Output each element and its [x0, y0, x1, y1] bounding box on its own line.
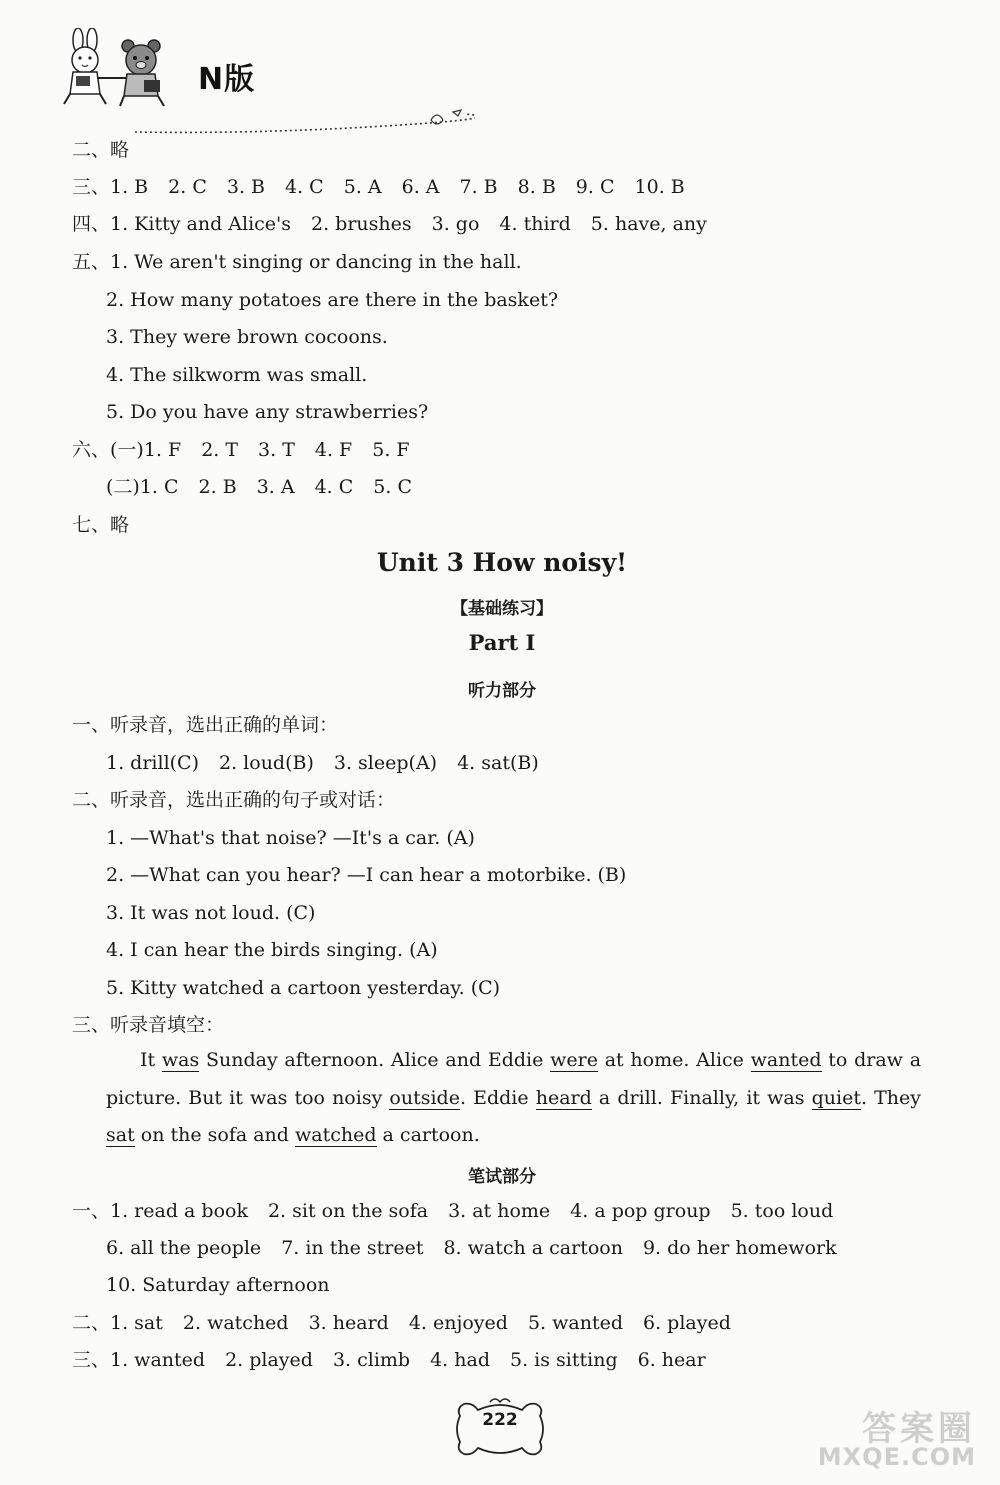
answer-item: 1. We aren't singing or dancing in the hall.: [110, 251, 522, 273]
answer-item: 6. hear: [637, 1349, 706, 1371]
mascots-illustration: [40, 28, 190, 108]
answer-item: 5. F: [372, 439, 410, 461]
answer-item: 2. B: [198, 476, 237, 498]
answer-item: 2. C: [168, 176, 207, 198]
filled-blank: watched: [295, 1124, 377, 1146]
sub-label: (一): [110, 439, 144, 461]
answer-item: 7. B: [459, 176, 498, 198]
answer-wu-3: 3. They were brown cocoons.: [106, 326, 388, 348]
answer-item: 5. is sitting: [510, 1349, 618, 1371]
section-label: 四、: [72, 213, 111, 235]
passage-text: . They: [860, 1086, 921, 1109]
filled-blank: were: [550, 1049, 598, 1071]
answer-si: [72, 210, 707, 238]
filled-blank: quiet: [811, 1086, 861, 1109]
section-label: 二、: [72, 1312, 111, 1334]
answer-item: 5. A: [343, 176, 382, 198]
part-heading: Part Ⅰ: [468, 630, 536, 655]
filled-blank: outside: [389, 1086, 460, 1109]
watermark-url: MXQE.COM: [817, 1443, 976, 1471]
answer-item: 2. played: [225, 1349, 313, 1371]
page-header: [40, 28, 460, 108]
answer-item: 3. at home: [448, 1200, 551, 1222]
answer-item: 1. B: [110, 176, 149, 198]
q2-answer: 1. —What's that noise? —It's a car. (A): [106, 827, 475, 849]
answer-item: 3. A: [256, 476, 295, 498]
w3-row: [72, 1346, 706, 1374]
passage-text: a drill. Finally, it was: [591, 1086, 812, 1109]
q1-answers: [106, 749, 539, 777]
page-number-badge: [450, 1394, 550, 1464]
answer-item: 9. C: [575, 176, 615, 198]
section-label: 三、: [72, 176, 111, 198]
answer-item: 1. Kitty and Alice's: [110, 213, 291, 235]
passage-text: a cartoon.: [376, 1124, 480, 1146]
filled-blank: sat: [106, 1124, 135, 1146]
answer-item: 4. C: [285, 176, 324, 198]
answer-item: 4. F: [314, 439, 353, 461]
answer-wu-5: 5. Do you have any strawberries?: [106, 401, 429, 423]
q2-answer: 2. —What can you hear? —I can hear a motorbike. (B): [106, 864, 627, 886]
answer-item: 3. heard: [308, 1312, 389, 1334]
answer-item: 3. go: [431, 213, 480, 235]
answer-er: 二、略: [72, 139, 130, 161]
passage-text: It: [140, 1049, 162, 1071]
answer-item: 8. B: [517, 176, 556, 198]
written-heading: 笔试部分: [468, 1167, 536, 1187]
answer-item: 1. wanted: [110, 1349, 206, 1371]
q3-passage: [106, 1042, 921, 1155]
answer-item: 7. in the street: [281, 1237, 424, 1259]
answer-item: 1. C: [139, 476, 179, 498]
answer-wu-4: 4. The silkworm was small.: [106, 364, 368, 386]
watermark-logo: 答案圈: [862, 1409, 976, 1449]
answer-liu-a: [72, 436, 410, 464]
answer-item: 2. sit on the sofa: [267, 1200, 429, 1222]
watermark: [780, 1401, 980, 1471]
answer-item: 3. climb: [332, 1349, 411, 1371]
filled-blank: heard: [535, 1086, 592, 1109]
w1-row-3: [106, 1271, 330, 1299]
section-label: 三、: [72, 1349, 111, 1371]
header-dotted-line: [135, 108, 475, 138]
answer-item: 1. drill(C): [106, 752, 200, 774]
answer-item: 5. have, any: [590, 213, 707, 235]
passage-text: to draw a picture. But it was too noisy: [106, 1049, 922, 1109]
answer-item: 3. B: [226, 176, 266, 198]
q1-title: 一、听录音，选出正确的单词：: [72, 714, 339, 736]
answer-item: 6. A: [401, 176, 440, 198]
answer-item: 3. T: [258, 439, 295, 461]
answer-item: 4. enjoyed: [408, 1312, 508, 1334]
passage-text: Sunday afternoon. Alice and Eddie: [199, 1049, 551, 1071]
answer-item: 4. C: [314, 476, 354, 498]
listening-heading: 听力部分: [468, 681, 536, 701]
answer-item: 2. watched: [182, 1312, 289, 1334]
answer-item: 1. sat: [110, 1312, 163, 1334]
answer-item: 2. loud(B): [219, 752, 314, 774]
answer-item: 6. played: [643, 1312, 731, 1334]
answer-item: 5. too loud: [730, 1200, 834, 1222]
section-label: 一、: [72, 1200, 111, 1222]
answer-item: 10. B: [634, 176, 685, 198]
answer-item: 1. read a book: [110, 1200, 248, 1222]
sub-label: (二): [106, 476, 140, 498]
answer-item: 6. all the people: [106, 1237, 262, 1259]
answer-item: 5. wanted: [527, 1312, 623, 1334]
answer-qi: 七、略: [72, 514, 130, 536]
passage-text: . Eddie: [459, 1086, 536, 1109]
q2-answer: 4. I can hear the birds singing. (A): [106, 939, 438, 961]
passage-text: at home. Alice: [597, 1049, 751, 1071]
answer-liu-b: [106, 473, 412, 501]
answer-san: [72, 173, 685, 201]
page-number: 222: [482, 1410, 518, 1430]
answer-item: 10. Saturday afternoon: [106, 1274, 330, 1296]
q2-answer: 5. Kitty watched a cartoon yesterday. (C): [106, 977, 501, 999]
unit-title: Unit 3 How noisy!: [376, 548, 628, 577]
section-label: 五、: [72, 251, 111, 273]
filled-blank: wanted: [750, 1049, 822, 1071]
answer-item: 4. had: [430, 1349, 490, 1371]
filled-blank: was: [161, 1049, 200, 1071]
answer-wu-2: 2. How many potatoes are there in the basket?: [106, 289, 559, 311]
q2-title: 二、听录音，选出正确的句子或对话：: [72, 789, 396, 811]
w1-row-2: [106, 1234, 837, 1262]
edition-label: N版: [198, 62, 256, 97]
q3-title: 三、听录音填空：: [72, 1014, 225, 1036]
answer-wu-1: [72, 248, 522, 276]
passage-text: on the sofa and: [134, 1124, 295, 1146]
answer-item: 4. third: [499, 213, 571, 235]
answer-item: 1. F: [143, 439, 182, 461]
section-label: 六、: [72, 439, 111, 461]
answer-item: 5. C: [373, 476, 413, 498]
answer-item: 9. do her homework: [642, 1237, 837, 1259]
w1-row-1: [72, 1197, 833, 1225]
q2-answer: 3. It was not loud. (C): [106, 902, 316, 924]
answer-item: 2. brushes: [311, 213, 412, 235]
w2-row: [72, 1309, 731, 1337]
answer-item: 2. T: [201, 439, 239, 461]
answer-item: 4. a pop group: [570, 1200, 711, 1222]
answer-item: 4. sat(B): [457, 752, 539, 774]
answer-item: 3. sleep(A): [333, 752, 438, 774]
basic-practice-heading: 【基础练习】: [451, 599, 553, 619]
answer-item: 8. watch a cartoon: [443, 1237, 623, 1259]
